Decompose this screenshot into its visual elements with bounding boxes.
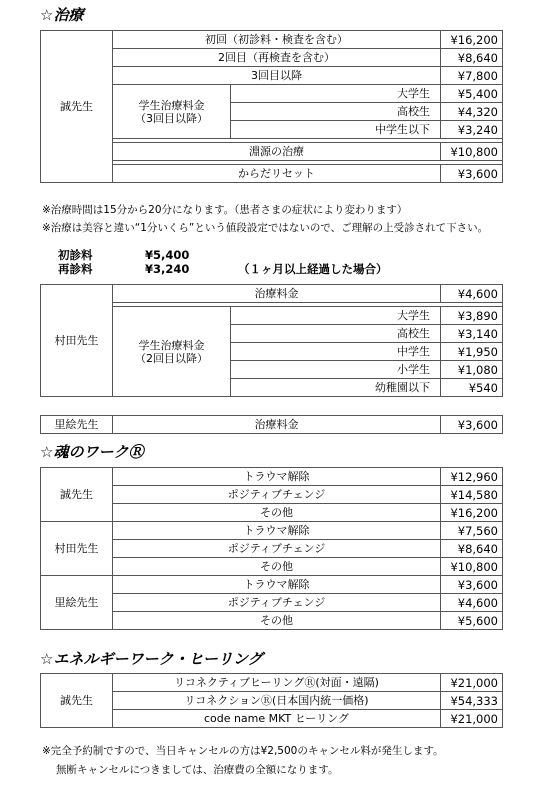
treatment-table [40, 30, 503, 183]
energy-work-table [40, 673, 503, 728]
table-row [41, 576, 503, 594]
student-fee-label [113, 307, 231, 397]
note-line: ※治療時間は15分から20分になります。（患者さまの症状により変わります） [42, 204, 408, 216]
item-label: リコネクティブヒーリングⓇ(対面・遠隔) [113, 674, 441, 692]
item-price: ¥3,140 [441, 325, 503, 343]
item-price: ¥10,800 [441, 143, 503, 161]
section-title-energy-work: ☆エネルギーワーク・ヒーリング [40, 650, 263, 668]
item-price: ¥3,600 [441, 165, 503, 183]
item-price: ¥3,600 [441, 576, 503, 594]
item-price: ¥7,800 [441, 67, 503, 85]
satoe-table [40, 415, 503, 434]
item-label: ポジティブチェンジ [113, 486, 441, 504]
item-price: ¥4,600 [441, 285, 503, 303]
item-price: ¥5,400 [441, 85, 503, 103]
item-label: その他 [113, 558, 441, 576]
murata-table [40, 284, 503, 397]
doctor-name: 村田先生 [41, 285, 113, 397]
table-row [41, 285, 503, 303]
item-price: ¥54,333 [441, 692, 503, 710]
item-label: 2回目（再検査を含む） [113, 49, 441, 67]
item-price: ¥4,320 [441, 103, 503, 121]
item-label: 治療料金 [113, 285, 441, 303]
item-label: その他 [113, 504, 441, 522]
student-fee-label-text: 学生治療料金 （3回目以降） [135, 98, 208, 125]
item-price: ¥14,580 [441, 486, 503, 504]
table-row [41, 416, 503, 434]
doctor-name: 誠先生 [41, 31, 113, 183]
table-row [41, 522, 503, 540]
table-row [41, 674, 503, 692]
doctor-name: 誠先生 [41, 674, 113, 728]
item-price: ¥7,560 [441, 522, 503, 540]
item-label: 3回目以降 [113, 67, 441, 85]
item-price: ¥16,200 [441, 504, 503, 522]
item-label: トラウマ解除 [113, 576, 441, 594]
item-label: 大学生 [231, 85, 441, 103]
item-price: ¥3,890 [441, 307, 503, 325]
soul-work-table [40, 467, 503, 630]
item-price: ¥3,240 [441, 121, 503, 139]
doctor-name: 村田先生 [41, 522, 113, 576]
footer-note: ※完全予約制ですので、当日キャンセルの方は¥2,500のキャンセル料が発生します。 [42, 745, 444, 757]
item-price: ¥8,640 [441, 49, 503, 67]
item-label: からだリセット [113, 165, 441, 183]
item-label: 中学生以下 [231, 121, 441, 139]
item-label: code name MKT ヒーリング [113, 710, 441, 728]
item-price: ¥21,000 [441, 710, 503, 728]
item-price: ¥5,600 [441, 612, 503, 630]
item-label: トラウマ解除 [113, 522, 441, 540]
item-label: 淵源の治療 [113, 143, 441, 161]
item-label: 初回（初診料・検査を含む） [113, 31, 441, 49]
item-price: ¥8,640 [441, 540, 503, 558]
item-label: ポジティブチェンジ [113, 594, 441, 612]
item-price: ¥540 [441, 379, 503, 397]
doctor-name: 誠先生 [41, 468, 113, 522]
item-label: ポジティブチェンジ [113, 540, 441, 558]
item-label: 幼稚園以下 [231, 379, 441, 397]
item-label: 中学生 [231, 343, 441, 361]
doctor-name: 里絵先生 [41, 576, 113, 630]
item-price: ¥3,600 [441, 416, 503, 434]
table-row [41, 468, 503, 486]
note-line: ※治療は美容と違い“1分いくら”という値段設定ではないので、ご理解の上受診されて下さい。 [42, 222, 489, 234]
student-fee-label-text: 学生治療料金 （2回目以降） [135, 338, 208, 365]
section-title-treatment: ☆治療 [40, 6, 84, 24]
item-price: ¥12,960 [441, 468, 503, 486]
student-fee-label [113, 85, 231, 139]
table-row [41, 31, 503, 49]
section-title-soul-work: ☆魂のワークⓇ [40, 443, 144, 461]
revisit-price: ¥3,240 [145, 262, 190, 276]
item-price: ¥1,080 [441, 361, 503, 379]
item-label: トラウマ解除 [113, 468, 441, 486]
item-label: その他 [113, 612, 441, 630]
item-label: 高校生 [231, 103, 441, 121]
first-visit-price: ¥5,400 [145, 248, 190, 262]
item-label: 高校生 [231, 325, 441, 343]
first-visit-label: 初診料 [58, 248, 93, 262]
item-label: リコネクションⓇ(日本国内統一価格) [113, 692, 441, 710]
item-price: ¥21,000 [441, 674, 503, 692]
doctor-name: 里絵先生 [41, 416, 113, 434]
item-price: ¥16,200 [441, 31, 503, 49]
item-price: ¥4,600 [441, 594, 503, 612]
item-price: ¥10,800 [441, 558, 503, 576]
item-label: 治療料金 [113, 416, 441, 434]
item-label: 大学生 [231, 307, 441, 325]
footer-note: 無断キャンセルにつきましては、治療費の全額になります。 [56, 764, 339, 776]
item-label: 小学生 [231, 361, 441, 379]
revisit-label: 再診料 [58, 262, 93, 276]
item-price: ¥1,950 [441, 343, 503, 361]
revisit-note: （１ヶ月以上経過した場合） [238, 262, 388, 276]
